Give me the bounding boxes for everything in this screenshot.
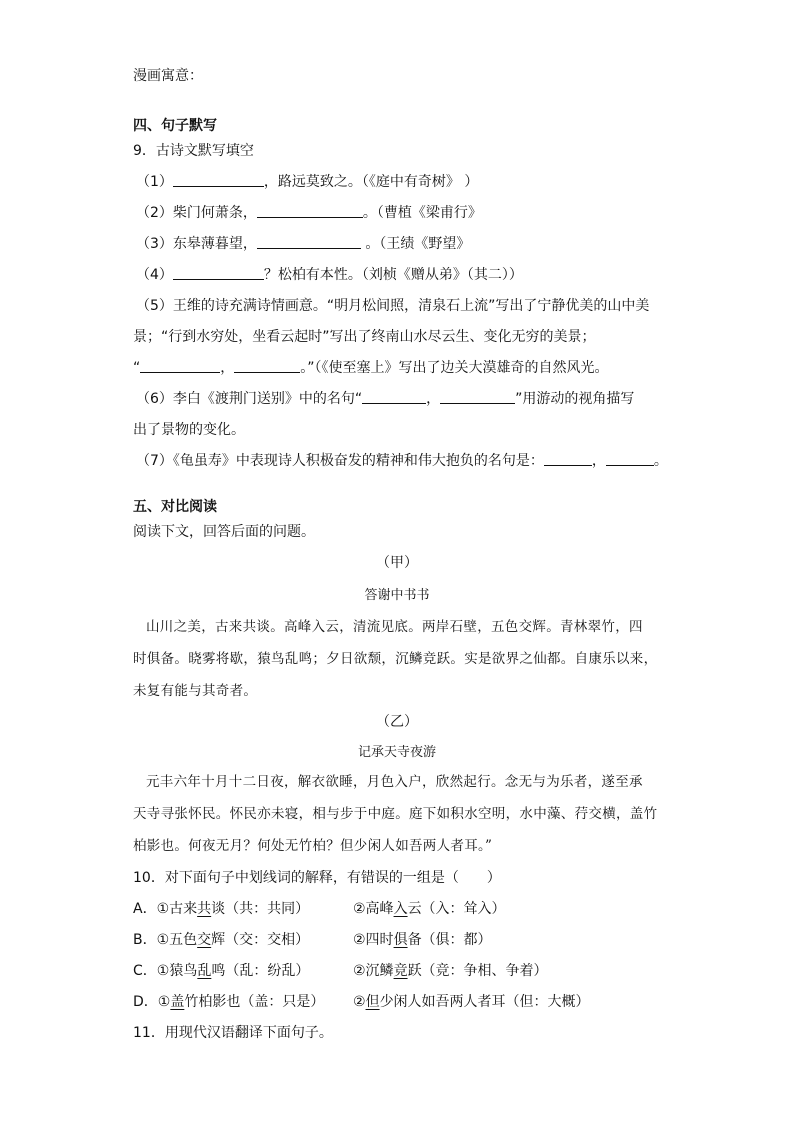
passage-jia-line-2: 时俱备。晓雾将歇，猿鸟乱鸣；夕日欲颓，沉鳞竞跃。实是欲界之仙都。自康乐以来，: [133, 651, 658, 667]
q10-option-d[interactable]: D．①盖竹柏影也（盖：只是） ②但少闲人如吾两人者耳（但：大概）: [133, 994, 590, 1010]
blank-1[interactable]: [173, 172, 264, 187]
q9-item-2: （2）柴门何萧条， 。（曹植《梁甫行》: [136, 205, 482, 221]
q9-item-5-line-3: “ ， 。”（《使至塞上》写出了边关大漠雄奇的自然风光。: [133, 360, 609, 376]
blank-3[interactable]: [257, 234, 361, 249]
blank-2[interactable]: [257, 203, 363, 218]
blank-5a[interactable]: [140, 358, 220, 373]
q9-item-4: （4） ？松柏有本性。（刘桢《赠从弟》（其二））: [136, 267, 523, 283]
passage-yi-line-1: 元丰六年十月十二日夜，解衣欲睡，月色入户，欣然起行。念无与为乐者，遂至承: [146, 774, 643, 790]
reading-instruction: 阅读下文，回答后面的问题。: [133, 524, 315, 540]
blank-7b[interactable]: [606, 451, 654, 466]
passage-jia-line-3: 未复有能与其奇者。: [133, 683, 258, 699]
blank-5b[interactable]: [234, 358, 300, 373]
question-10-stem: 10．对下面句子中划线词的解释，有错误的一组是（ ）: [133, 870, 501, 886]
q10-option-b[interactable]: B．①五色交辉（交：交相） ②四时俱备（俱：都）: [133, 932, 492, 948]
q9-item-3: （3）东皋薄暮望， 。（王绩《野望》: [136, 236, 471, 252]
section-heading-5: 五、对比阅读: [133, 499, 217, 515]
q10-option-c[interactable]: C．①猿鸟乱鸣（乱：纷乱） ②沉鳞竞跃（竞：争相、争着）: [133, 963, 548, 979]
passage-yi-line-2: 天寺寻张怀民。怀民亦未寝，相与步于中庭。庭下如积水空明，水中藻、荇交横，盖竹: [133, 806, 658, 822]
blank-6b[interactable]: [440, 389, 515, 404]
passage-jia-title: 答谢中书书: [364, 588, 430, 603]
q9-item-6-line-2: 出了景物的变化。: [133, 422, 245, 438]
q10-option-a[interactable]: A．①古来共谈（共：共同） ②高峰入云（入：耸入）: [133, 901, 506, 917]
q9-item-5-line-1: （5）王维的诗充满诗情画意。“明月松间照，清泉石上流”写出了宁静优美的山中美: [136, 298, 650, 314]
blank-4[interactable]: [173, 265, 264, 280]
comic-meaning-label: 漫画寓意：: [133, 68, 203, 84]
passage-yi-mark: （乙）: [376, 714, 418, 730]
question-9-stem: 9．古诗文默写填空: [133, 143, 254, 159]
q9-item-1: （1） ，路远莫致之。（《庭中有奇树》 ）: [136, 174, 479, 190]
blank-7a[interactable]: [544, 451, 592, 466]
q9-item-6-line-1: （6）李白《渡荆门送别》中的名句“ ， ”用游动的视角描写: [136, 391, 635, 407]
question-11-stem: 11．用现代汉语翻译下面句子。: [133, 1025, 333, 1041]
blank-6a[interactable]: [362, 389, 426, 404]
q9-item-5-line-2: 景；“行到水穷处，坐看云起时”写出了终南山水尽云生、变化无穷的美景；: [133, 329, 596, 345]
passage-jia-mark: （甲）: [376, 555, 418, 571]
passage-yi-title: 记承天寺夜游: [357, 745, 436, 760]
passage-jia-line-1: 山川之美，古来共谈。高峰入云，清流见底。两岸石壁，五色交辉。青林翠竹，四: [146, 619, 643, 635]
passage-yi-line-3: 柏影也。何夜无月？何处无竹柏？但少闲人如吾两人者耳。”: [133, 838, 493, 854]
section-heading-4: 四、句子默写: [133, 118, 217, 134]
q9-item-7: （7）《龟虽寿》中表现诗人积极奋发的精神和伟大抱负的名句是： ， 。: [136, 453, 668, 469]
